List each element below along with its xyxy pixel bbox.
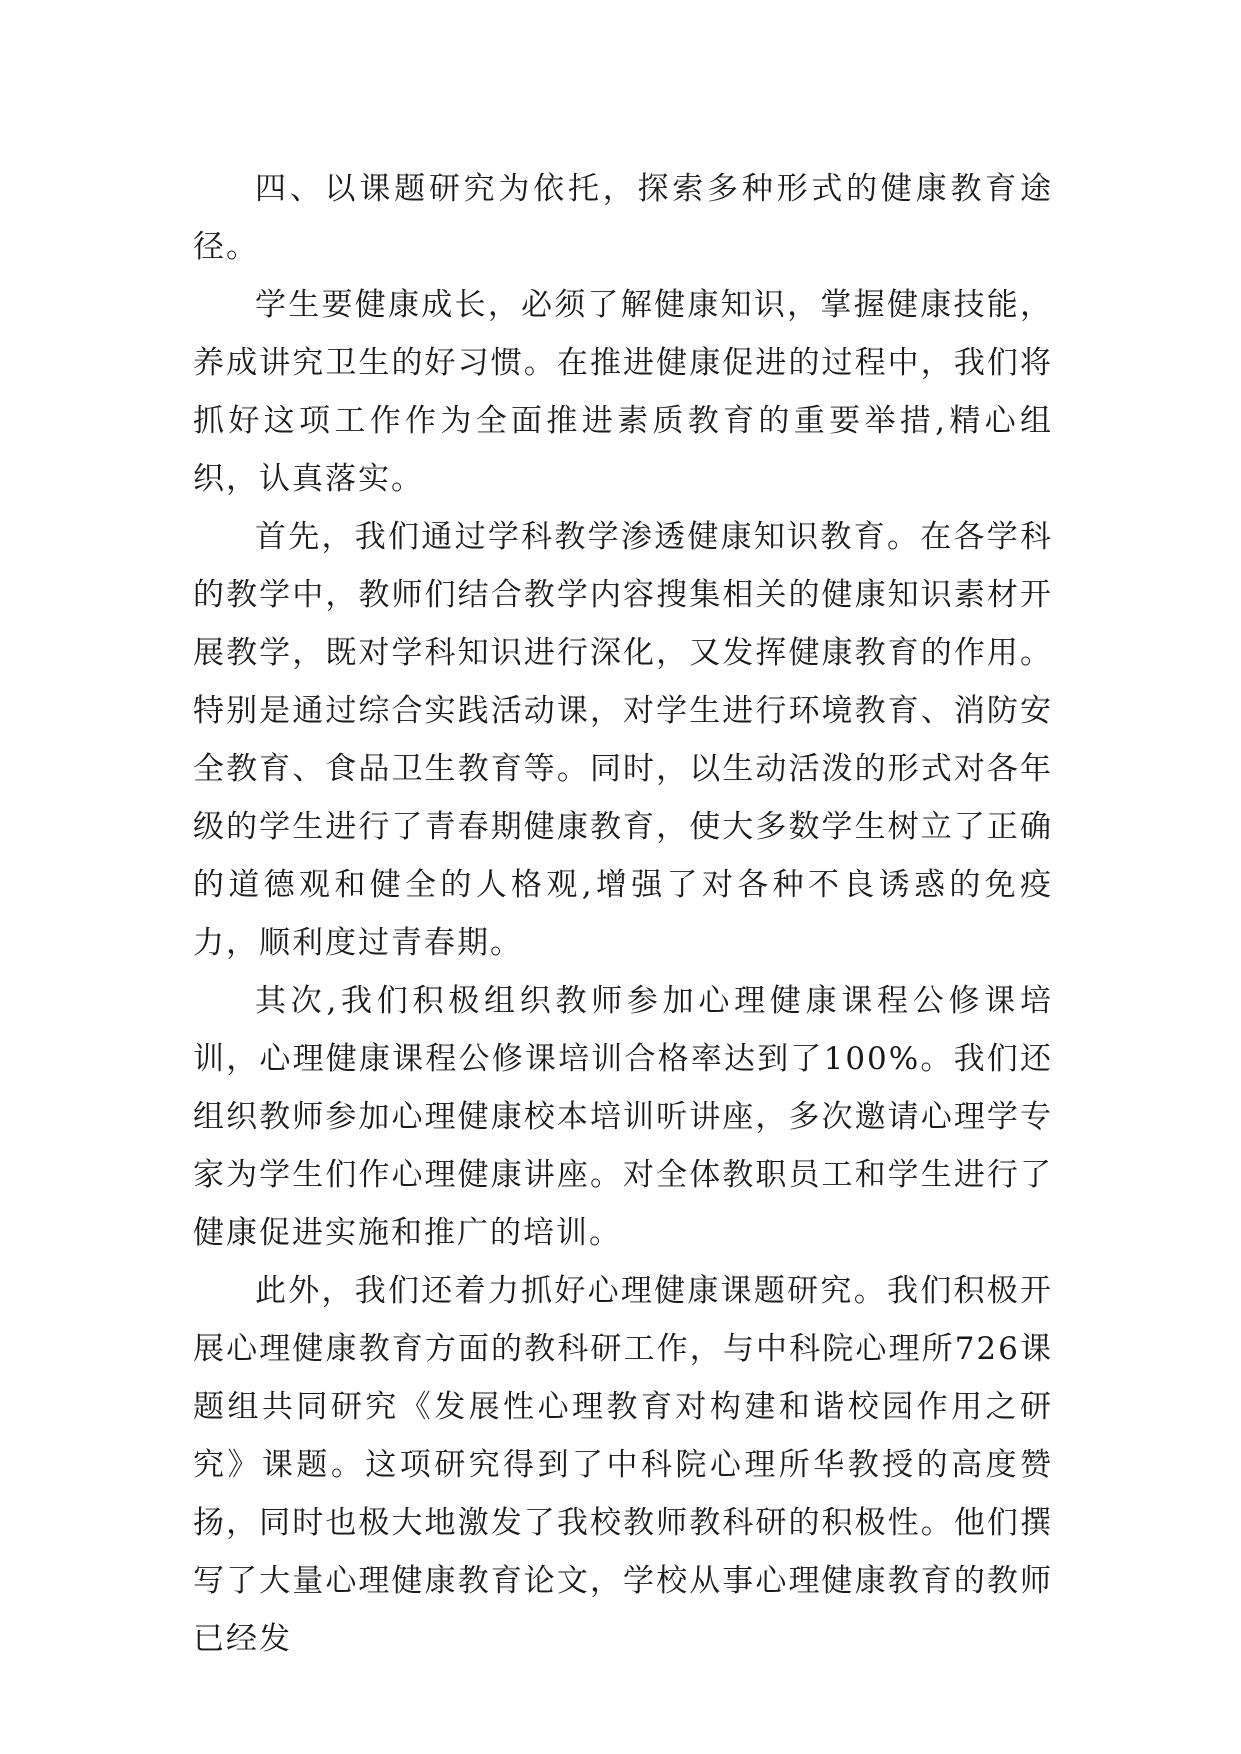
paragraph-additionally: 此外，我们还着力抓好心理健康课题研究。我们积极开展心理健康教育方面的教科研工作，与中科院心理所726课题组共同研究《发展性心理教育对构建和谐校园作用之研究》课题。这项研究得到了中科院心理所华教授的高度赞扬，同时也极大地激发了我校教师教科研的积极性。他们撰写了大量心理健康教育论文，学校从事心理健康教育的教师已经发	[193, 1273, 1053, 1657]
document-body	[193, 160, 1053, 1668]
section-heading: 四、以课题研究为依托，探索多种形式的健康教育途径。	[193, 171, 1053, 265]
paragraph-first: 首先，我们通过学科教学渗透健康知识教育。在各学科的教学中，教师们结合教学内容搜集相关的健康知识素材开展教学，既对学科知识进行深化，又发挥健康教育的作用。特别是通过综合实践活动课，对学生进行环境教育、消防安全教育、食品卫生教育等。同时，以生动活泼的形式对各年级的学生进行了青春期健康教育，使大多数学生树立了正确的道德观和健全的人格观,增强了对各种不良诱惑的免疫力，顺利度过青春期。	[193, 519, 1053, 961]
paragraph-second: 其次,我们积极组织教师参加心理健康课程公修课培训，心理健康课程公修课培训合格率达到了100%。我们还组织教师参加心理健康校本培训听讲座，多次邀请心理学专家为学生们作心理健康讲座。对全体教职员工和学生进行了健康促进实施和推广的培训。	[193, 983, 1053, 1251]
paragraph-intro: 学生要健康成长，必须了解健康知识，掌握健康技能，养成讲究卫生的好习惯。在推进健康促进的过程中，我们将抓好这项工作作为全面推进素质教育的重要举措,精心组织，认真落实。	[193, 287, 1053, 497]
